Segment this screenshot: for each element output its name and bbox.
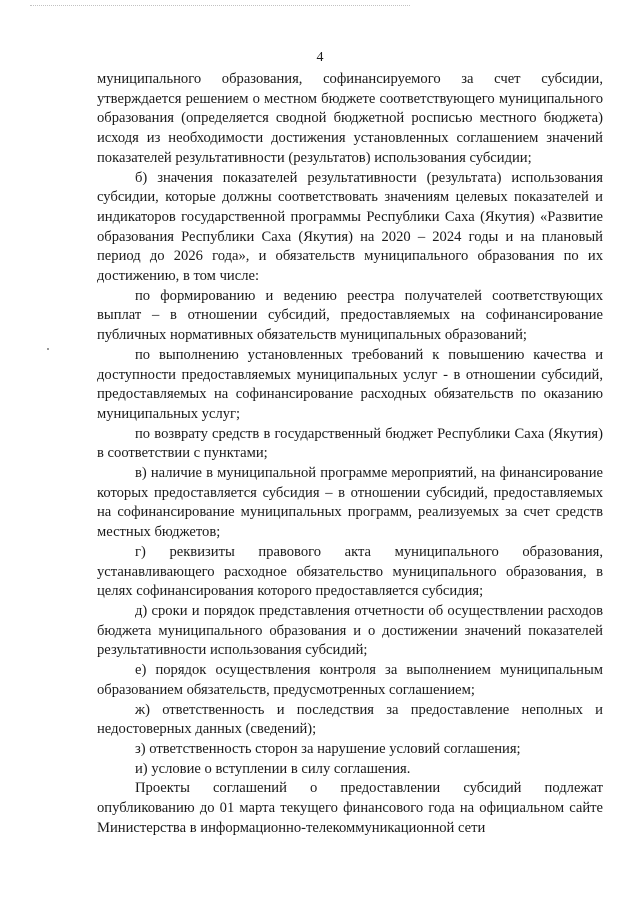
paragraph-z: з) ответственность сторон за нарушение условий соглашения;	[135, 740, 521, 757]
paragraph-g: г) реквизиты правового акта муниципального образования, устанавливающего расходное обязательство муниципального образования, в целях софинансирования которого предоставляется субсидия;	[97, 543, 603, 600]
paragraph-1: муниципального образования, софинансируемого за счет субсидии, утверждается решением о местном бюджете соответствующего муниципального образования (определяется сводной бюджетной росписью местного бюджета) исходя из необходимости достижения установленных соглашением значений показателей результативности (результатов) использования субсидии;	[97, 71, 603, 166]
paragraph-proekty: Проекты соглашений о предоставлении субсидий подлежат опубликованию до 01 марта текущего финансового года на официальном сайте Министерства в информационно-телекоммуникационной сети	[97, 780, 603, 836]
page-number: 4	[316, 50, 324, 65]
paragraph-reestr: по формированию и ведению реестра получателей соответствующих выплат – в отношении субсидий, предоставляемых на софинансирование публичных нормативных обязательств муниципальных образований;	[97, 287, 603, 344]
paragraph-vozvrat: по возврату средств в государственный бюджет Республики Саха (Якутия) в соответствии с пунктами;	[97, 425, 603, 462]
scan-artifact-dot	[47, 348, 49, 350]
paragraph-e: е) порядок осуществления контроля за выполнением муниципальным образованием обязательств, предусмотренных соглашением;	[97, 662, 603, 698]
paragraph-trebovaniya: по выполнению установленных требований к повышению качества и доступности предоставляемых муниципальных услуг - в отношении субсидий, предоставляемых на софинансирование расходных обязательств по оказанию муниципальных услуг;	[97, 346, 603, 422]
paragraph-v: в) наличие в муниципальной программе мероприятий, на финансирование которых предоставляется субсидия – в отношении субсидий, предоставляемых на софинансирование муниципальных программ, реализуемых за счет средств местных бюджетов;	[97, 465, 603, 541]
paragraph-i: и) условие о вступлении в силу соглашения.	[135, 760, 411, 777]
document-body	[97, 70, 603, 838]
paragraph-d: д) сроки и порядок представления отчетности об осуществлении расходов бюджета муниципального образования и о достижении значений показателей результативности использования субсидий;	[97, 602, 603, 659]
paragraph-zh: ж) ответственность и последствия за предоставление неполных и недостоверных данных (сведений);	[97, 701, 603, 738]
scan-artifact	[30, 5, 410, 10]
paragraph-b: б) значения показателей результативности (результата) использования субсидии, которые должны соответствовать значениям целевых показателей и индикаторов государственной программы Республики Саха (Якутия) «Развитие образования Республики Саха (Якутия) на 2020 – 2024 годы и на плановый период до 2026 года», и обязательств муниципального образования по их достижению, в том числе:	[97, 169, 603, 285]
